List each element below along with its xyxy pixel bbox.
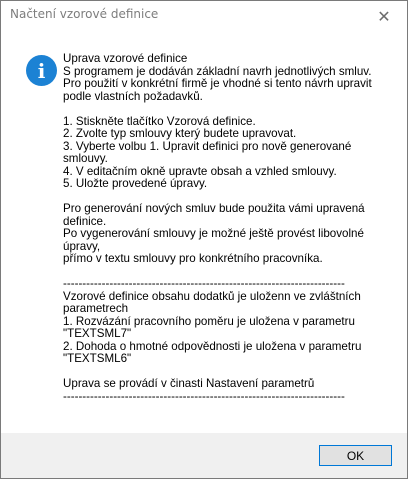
- message-line: 1. Rozvázání pracovního poměru je uložena v parametru: [63, 315, 355, 328]
- button-bar: [1, 433, 407, 478]
- message-text: [63, 53, 398, 403]
- window-title: Načtení vzorové definice: [10, 7, 159, 21]
- message-line: Vzorové definice obsahu dodatků je uloženn ve zvláštních: [63, 290, 361, 303]
- ok-button-label: OK: [346, 448, 365, 463]
- message-line: S programem je dodáván základní navrh jednotlivých smluv.: [63, 65, 372, 78]
- message-line: Úprava se provádí v činasti Nastavení parametrů: [63, 378, 315, 390]
- message-line: 3. Vyberte volbu 1. Upravit definici pro nově generované: [63, 140, 352, 153]
- message-line: [63, 366, 398, 379]
- message-line: 5. Uložte provedené úpravy.: [63, 178, 208, 190]
- close-button[interactable]: [361, 1, 407, 32]
- title-bar[interactable]: [1, 1, 407, 32]
- message-line: "TEXTSML6": [63, 353, 132, 365]
- message-line: Pro generování nových smluv bude použita vámi upravená: [63, 203, 365, 215]
- message-line: -------------------------------------------------------------------------: [63, 278, 345, 290]
- close-icon: ✕: [377, 7, 391, 26]
- message-line: přímo v textu smlouvy pro konkrétního pracovníka.: [63, 253, 323, 265]
- message-line: 1. Stiskněte tlačítko Vzorová definice.: [63, 115, 256, 128]
- message-line: podle vlastních požadavků.: [63, 90, 203, 103]
- message-line: [63, 191, 398, 204]
- ok-button[interactable]: [319, 445, 392, 466]
- message-line: úpravy,: [63, 240, 101, 253]
- message-line: 2. Dohoda o hmotné odpovědnosti je uložena v parametru: [63, 340, 362, 353]
- message-line: smlouvy.: [63, 153, 108, 165]
- message-line: -------------------------------------------------------------------------: [63, 390, 345, 403]
- message-line: parametrech: [63, 303, 129, 315]
- message-area: [1, 32, 407, 433]
- message-line: [63, 103, 398, 116]
- info-icon: [26, 55, 57, 86]
- message-line: Pro použití v konkrétní firmě je vhodné si tento návrh upravit: [63, 78, 372, 90]
- message-line: "TEXTSML7": [63, 328, 132, 340]
- message-line: Po vygenerování smlouvy je možné ještě provést libovolné: [63, 228, 364, 240]
- message-line: 2. Zvolte typ smlouvy který budete upravovat.: [63, 128, 297, 140]
- message-line: Úprava vzorové definice: [63, 53, 188, 65]
- message-line: definice.: [63, 215, 107, 228]
- info-icon-glyph: i: [37, 58, 46, 83]
- message-line: 4. V editačním okně upravte obsah a vzhled smlouvy.: [63, 165, 337, 178]
- message-line: [63, 266, 398, 279]
